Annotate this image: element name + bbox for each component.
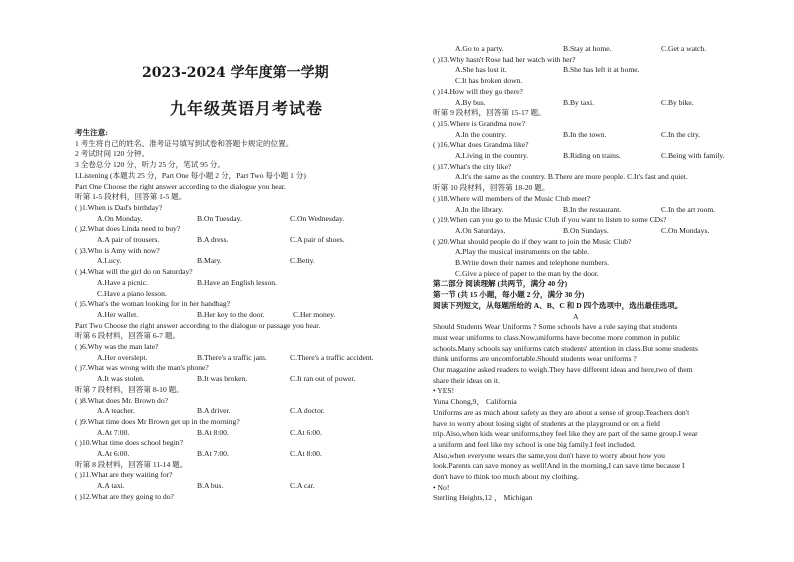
text-line: ( )4.What will the girl do on Saturday? [75, 267, 193, 277]
text-line: • YES! [433, 386, 455, 396]
text-line: B.Write down their names and telephone numbers. [455, 258, 610, 267]
text-line: ( )20.What should people do if they want to join the Music Club? [433, 236, 632, 246]
text-line: ( )15.Where is Grandma now? [433, 118, 526, 128]
answer-option: C.Get a watch. [661, 44, 707, 53]
text-line: Should Students Wear Uniforms ? Some schools have a rule saying that students [433, 322, 678, 332]
answer-option: C.It ran out of power. [290, 374, 356, 384]
text-line: ( )12.What are they going to do? [75, 491, 174, 501]
answer-option: A.Lucy. [97, 256, 122, 266]
text-line: Uniforms are as much about safety as they are about a sense of group.Teachers don't [433, 407, 690, 417]
answer-option: B.Have an English lesson. [197, 277, 277, 287]
text-line: C.Have a piano lesson. [97, 288, 167, 298]
text-line: 听第 9 段材料，回答第 15-17 题。 [433, 108, 546, 118]
text-line: ( )7.What was wrong with the man's phone? [75, 363, 209, 373]
answer-option: A.A teacher. [97, 406, 135, 416]
exam-year-title: 2023-2024 学年度第一学期 [142, 65, 329, 81]
section-heading: 第二部分 阅读理解 (共两节，满分 40 分) [433, 279, 568, 289]
text-line: C.Give a piece of paper to the man by the door. [455, 268, 599, 278]
answer-option: A.In the library. [455, 204, 504, 214]
text-line: think uniforms are uncomfortable.Should students wear uniforms ? [433, 354, 637, 364]
text-line: A [573, 311, 579, 321]
text-line: Our magazine asked readers to weigh.They have different ideas and here,two of them [433, 365, 693, 374]
text-line: 听第 1-5 段材料，回答第 1-5 题。 [75, 192, 187, 202]
text-line: Part Two Choose the right answer according to the dialogue or passage you hear. [75, 320, 321, 330]
answer-option: A.She has lost it. [455, 65, 507, 75]
answer-option: B.Her key to the door. [197, 309, 265, 319]
text-line: look.Parents can save money as well!And in the morning,I can save time because I [433, 461, 685, 471]
answer-option: A.By bus. [455, 97, 486, 107]
answer-option: B.On Tuesday. [197, 213, 242, 223]
text-line: a uniform and feel like my school is one big family.I feel included. [433, 439, 636, 449]
answer-option: B.A dress. [197, 235, 229, 244]
text-line: ( )18.Where will members of the Music Club meet? [433, 193, 591, 203]
answer-option: B.It was broken. [197, 374, 248, 384]
answer-option: A.Have a picnic. [97, 277, 149, 287]
answer-option: C.There's a traffic accident. [290, 352, 374, 362]
answer-option: C.By bike. [661, 97, 694, 107]
exam-subject-title: 九年级英语月考试卷 [170, 99, 324, 118]
text-line: Sterling Heights,12 ， Michigan [433, 493, 533, 503]
text-line: 听第 6 段材料，回答第 6-7 题。 [75, 331, 181, 341]
text-line: have to worry about losing sight of students at the playground or on a field [433, 418, 660, 428]
text-line: C.It has broken down. [455, 76, 523, 86]
text-line: 听第 10 段材料，回答第 18-20 题。 [433, 183, 550, 193]
answer-option: A.A pair of trousers. [97, 235, 160, 244]
answer-option: C.A doctor. [290, 406, 325, 416]
text-line: ( )9.What time does Mr Brown get up in the morning? [75, 416, 240, 426]
answer-option: C.At 8:00. [290, 449, 322, 458]
answer-option: A.On Monday. [97, 213, 143, 223]
answer-option: C.On Wednesday. [290, 213, 345, 223]
text-line: ( )11.What are they waiting for? [75, 470, 173, 480]
text-line: must wear uniforms to class.Now,uniforms have become more common in public [433, 332, 681, 342]
text-line: ( )5.What's the woman looking for in her handbag? [75, 299, 231, 309]
text-line: I.Listening (本题共 25 分，Part One 每小题 2 分，Part Two 每小题 1 分) [75, 170, 306, 180]
answer-option: A.On Saturdays. [455, 225, 506, 235]
text-line: don't have to think too much about my clothing. [433, 472, 579, 481]
answer-option: B.Riding on trains. [563, 151, 621, 160]
text-line: ( )3.Who is Amy with now? [75, 245, 160, 255]
text-line: 2 考试时间 120 分钟。 [75, 149, 150, 159]
answer-option: A.At 7:00. [97, 427, 130, 437]
section-heading: 阅读下列短文，从每题所给的 A、B、C 和 D 四个选项中，选出最佳选项。 [433, 300, 683, 310]
answer-option: B.There's a traffic jam. [197, 352, 267, 362]
answer-option: B.By taxi. [563, 97, 595, 107]
answer-option: B.In the town. [563, 129, 607, 139]
answer-option: C.Being with family. [661, 151, 725, 160]
text-line: 3 全卷总分 120 分，听力 25 分，笔试 95 分。 [75, 160, 225, 170]
text-line: Also,when everyone wears the same,you don't have to worry about how you [433, 450, 665, 460]
text-line: ( )1.When is Dad's birthday? [75, 202, 163, 212]
text-line: ( )14.How will they go there? [433, 86, 523, 96]
answer-option: B.At 8:00. [197, 427, 229, 437]
text-line: ( )16.What does Grandma like? [433, 140, 529, 150]
answer-option: C.In the art room. [661, 204, 716, 214]
text-line: schools.Many schools say uniforms catch students' attention in class.But some students [433, 343, 699, 353]
answer-option: C.A pair of shoes. [290, 235, 345, 244]
answer-option: B.At 7:00. [197, 449, 229, 458]
text-line: 1 考生将自己的姓名、准考证号填写到试卷和答题卡规定的位置。 [75, 138, 294, 148]
text-line: ( )19.When can you go to the Music Club if you want to listen to some CDs? [433, 215, 667, 225]
text-line: ( )6.Why was the man late? [75, 342, 159, 351]
answer-option: A.Go to a party. [455, 44, 504, 53]
text-line: share their ideas on it. [433, 375, 500, 385]
text-line: A.Play the musical instruments on the table. [455, 247, 590, 257]
answer-option: A.At 6:00. [97, 449, 130, 458]
answer-option: B.Mary. [197, 256, 222, 266]
section-heading: 考生注意: [75, 128, 108, 137]
answer-option: C.Betty. [290, 256, 315, 266]
answer-option: B.She has left it at home. [563, 65, 640, 75]
text-line: ( )13.Why hasn't Rose had her watch with her? [433, 54, 576, 64]
text-line: ( )2.What does Linda need to buy? [75, 224, 181, 234]
answer-option: C.At 6:00. [290, 427, 322, 437]
answer-option: A.In the country. [455, 129, 507, 139]
answer-option: B.In the restaurant. [563, 204, 622, 214]
answer-option: A.Living in the country. [455, 151, 529, 160]
text-line: A.It's the same as the country. B.There are more people. C.It's fast and quiet. [455, 172, 688, 182]
answer-option: A.Her wallet. [97, 309, 139, 319]
section-heading: 第一节 (共 15 小题，每小题 2 分，满分 30 分) [433, 290, 585, 300]
answer-option: C.A car. [290, 481, 315, 491]
text-line: 听第 8 段材料，回答第 11-14 题。 [75, 459, 188, 469]
text-line: Part One Choose the right answer according to the dialogue you hear. [75, 181, 286, 191]
answer-option: C.On Mondays. [661, 225, 710, 235]
text-line: ( )10.What time does school begin? [75, 438, 183, 448]
text-line: trip.Also,when kids wear uniforms,they feel like they are part of the same group.I wear [433, 429, 698, 439]
text-line: ( )8.What does Mr. Brown do? [75, 395, 169, 405]
answer-option: B.A bus. [197, 481, 224, 491]
text-line: Yuna Chong,9， California [433, 397, 517, 407]
answer-option: B.A driver. [197, 406, 231, 416]
answer-option: A.A taxi. [97, 481, 125, 491]
answer-option: C.Her money. [293, 309, 336, 319]
text-line: 听第 7 段材料，回答第 8-10 题。 [75, 384, 184, 394]
answer-option: B.On Sundays. [563, 225, 609, 235]
answer-option: A.Her overslept. [97, 352, 148, 362]
answer-option: B.Stay at home. [563, 44, 612, 53]
answer-option: C.In the city. [661, 129, 701, 139]
answer-option: A.It was stolen. [97, 374, 145, 384]
text-line: • No! [433, 482, 450, 492]
text-line: ( )17.What's the city like? [433, 161, 512, 171]
